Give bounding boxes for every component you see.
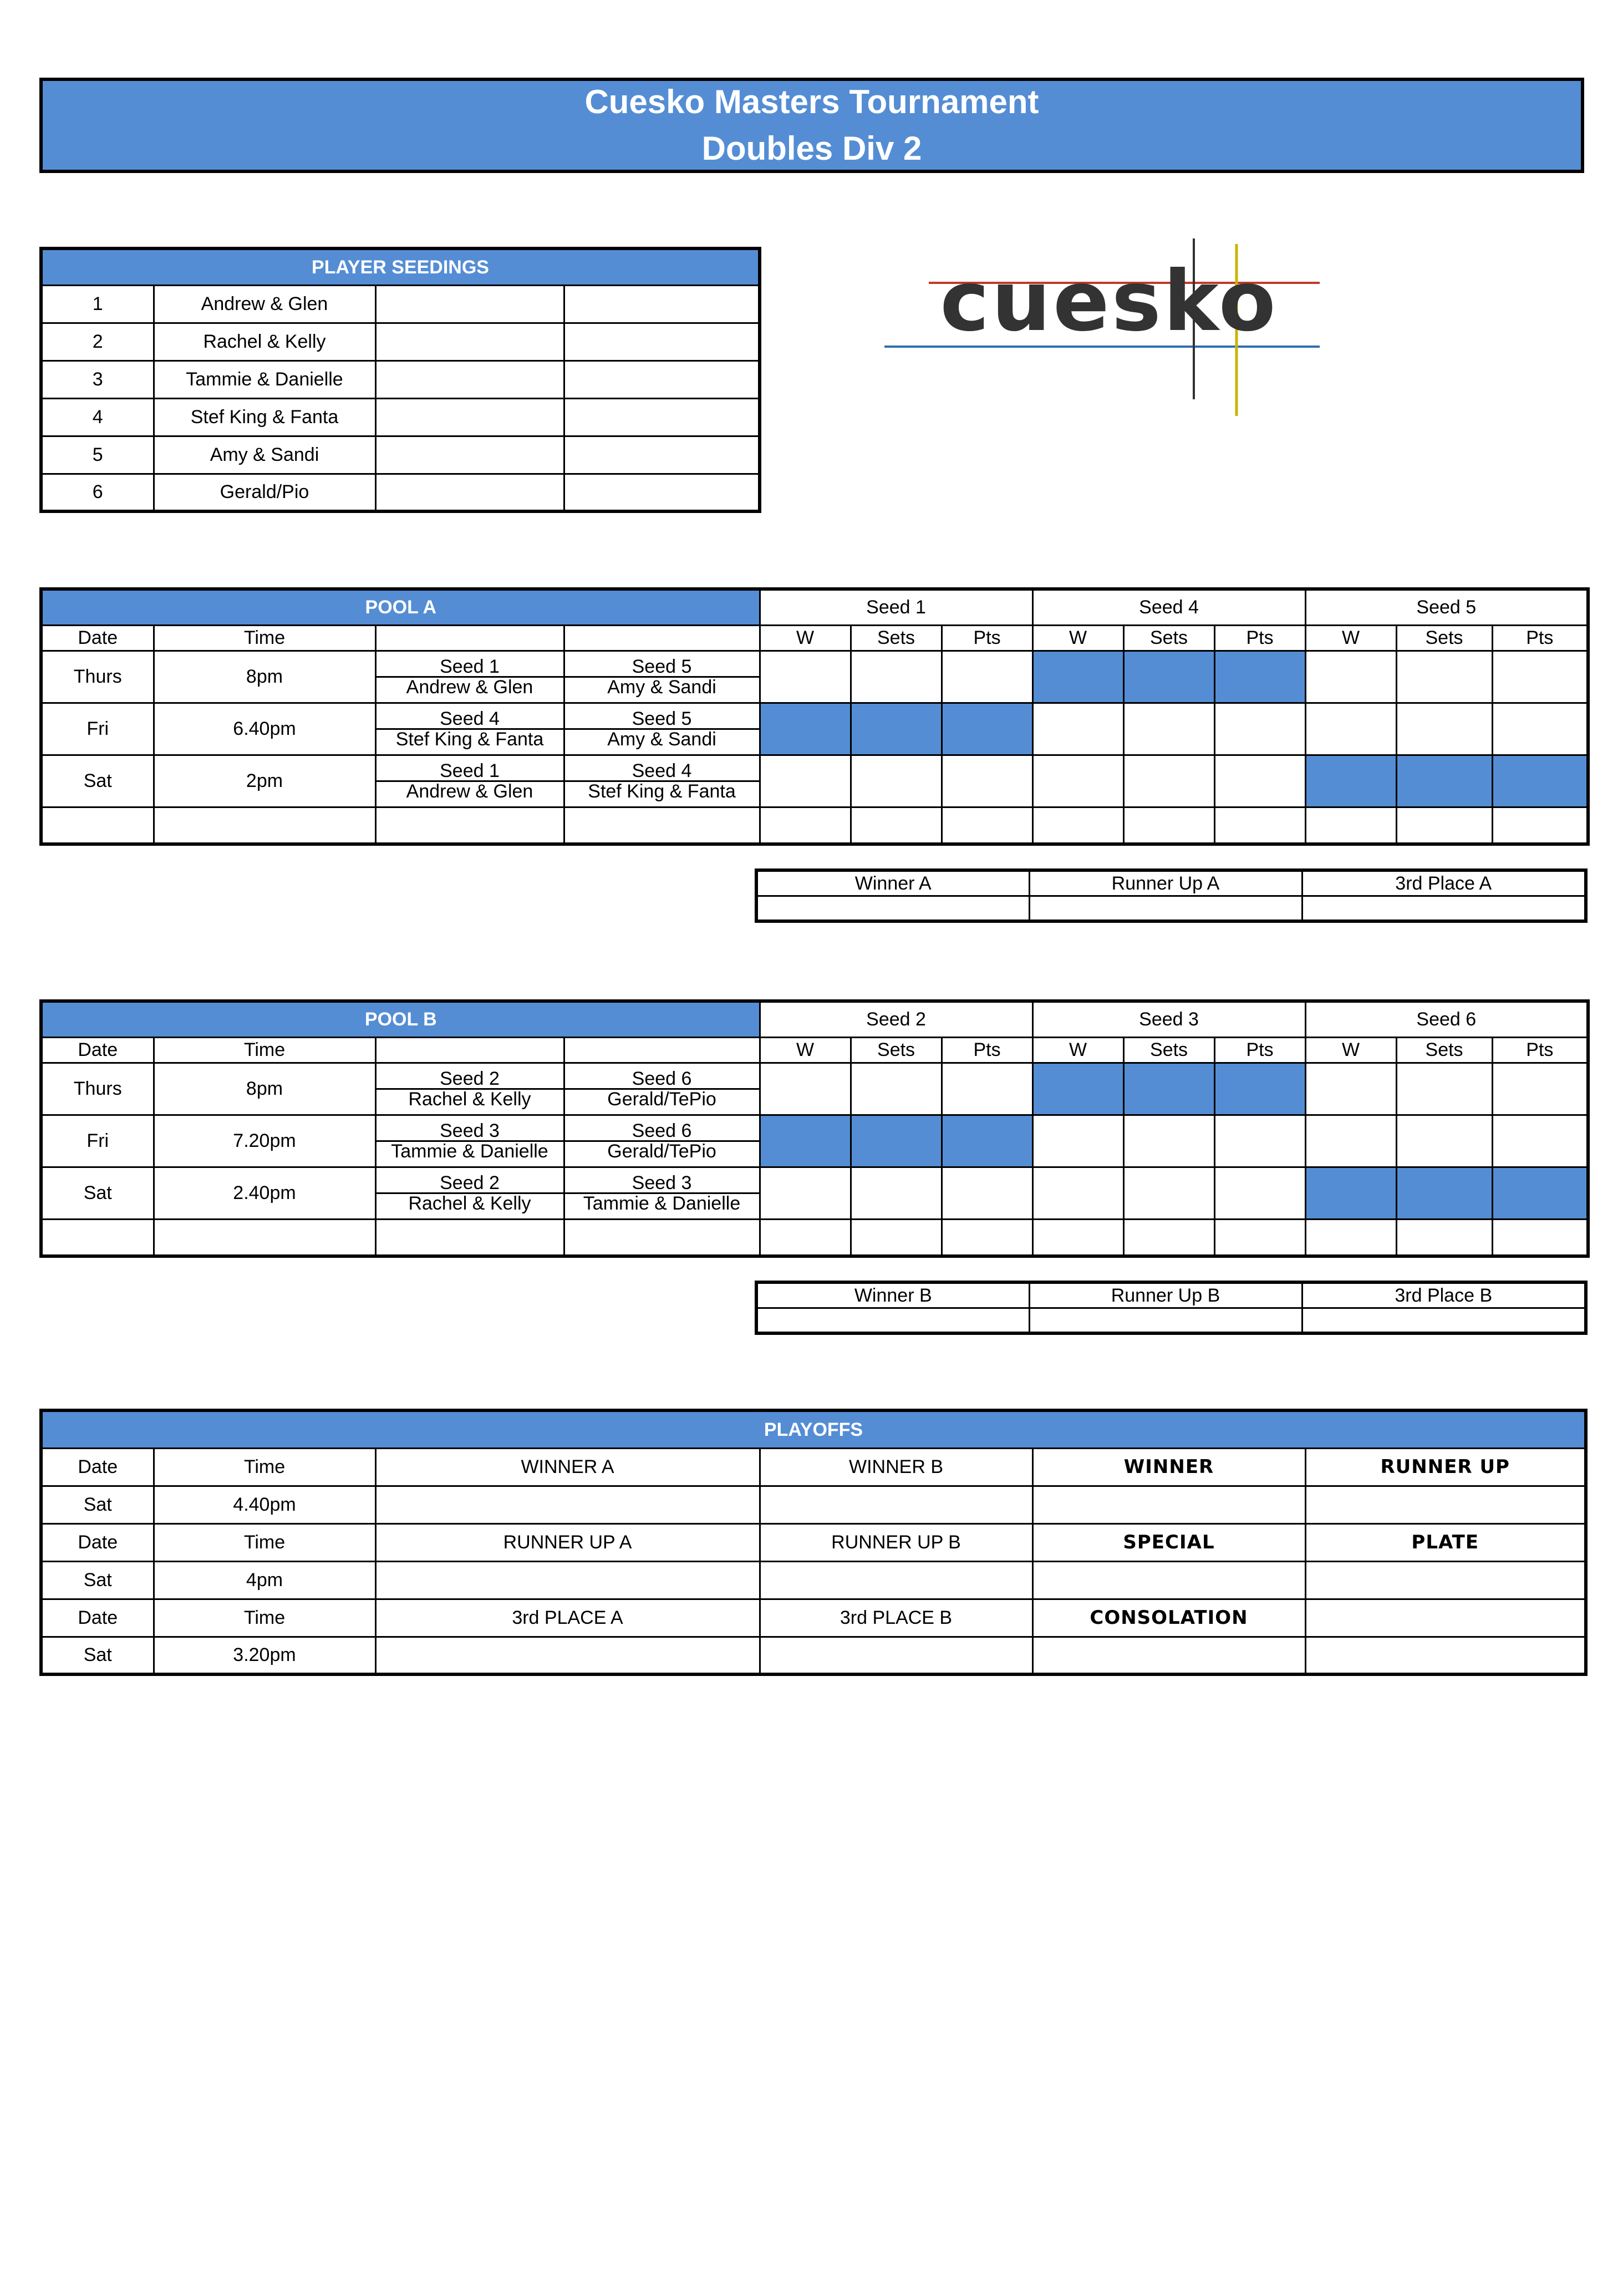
match-date: Sat: [41, 1167, 154, 1219]
placing-entry[interactable]: [1029, 896, 1302, 921]
seed-number: 6: [41, 474, 154, 511]
blocked-cell: [1305, 1167, 1396, 1219]
playoff-date: Sat: [41, 1637, 154, 1674]
pool-b-placings: [755, 1281, 1588, 1335]
playoff-time: 4.40pm: [154, 1486, 375, 1523]
sets-col: Sets: [1396, 625, 1492, 651]
result-label: CONSOLATION: [1032, 1599, 1305, 1637]
score-cell[interactable]: [851, 1063, 942, 1115]
result-label: SPECIAL: [1032, 1523, 1305, 1561]
blocked-cell: [760, 703, 851, 755]
pool-a-placings: [755, 868, 1588, 923]
score-cell[interactable]: [760, 1063, 851, 1115]
result-entry[interactable]: [1032, 1637, 1305, 1674]
playoff-entry[interactable]: [375, 1561, 760, 1599]
playoff-right-label: RUNNER UP B: [760, 1523, 1032, 1561]
playoff-label-row: [41, 1448, 1586, 1486]
score-cell[interactable]: [1214, 1115, 1305, 1167]
match-time: 6.40pm: [154, 703, 375, 755]
away-seed: Seed 5: [632, 656, 692, 677]
score-cell[interactable]: [1123, 1167, 1214, 1219]
w-col: W: [1032, 1037, 1123, 1063]
score-cell[interactable]: [1123, 703, 1214, 755]
score-cell[interactable]: [851, 651, 942, 703]
playoffs-header: PLAYOFFS: [41, 1410, 1586, 1448]
placing-label: Runner Up B: [1029, 1282, 1302, 1308]
home-seed: Seed 4: [440, 708, 500, 729]
w-col: W: [1305, 1037, 1396, 1063]
away-team: Tammie & Danielle: [565, 1192, 759, 1213]
score-cell[interactable]: [1396, 651, 1492, 703]
match-time: 8pm: [154, 651, 375, 703]
blocked-cell: [851, 1115, 942, 1167]
placing-entry[interactable]: [1029, 1308, 1302, 1333]
placing-label: Runner Up A: [1029, 870, 1302, 896]
time-col-header: Time: [154, 1448, 375, 1486]
blocked-cell: [1123, 651, 1214, 703]
home-team: Andrew & Glen: [377, 780, 563, 801]
pool-a-seed-col: Seed 1: [760, 589, 1032, 625]
blocked-cell: [1032, 651, 1123, 703]
home-seed: Seed 2: [440, 1172, 500, 1193]
empty-row: [41, 1219, 1588, 1256]
home-team: Stef King & Fanta: [377, 728, 563, 749]
seed-name: Rachel & Kelly: [154, 323, 375, 360]
score-cell[interactable]: [760, 1167, 851, 1219]
playoff-right-label: WINNER B: [760, 1448, 1032, 1486]
placing-entry[interactable]: [1302, 896, 1586, 921]
match-date: Fri: [41, 1115, 154, 1167]
seed-number: 4: [41, 398, 154, 436]
playoff-left-label: RUNNER UP A: [375, 1523, 760, 1561]
seed-number: 1: [41, 285, 154, 323]
placing-label: Winner B: [756, 1282, 1029, 1308]
time-col-header: Time: [154, 1599, 375, 1637]
seedings-table: [39, 247, 761, 513]
placing-label: 3rd Place A: [1302, 870, 1586, 896]
score-cell[interactable]: [1305, 651, 1396, 703]
home-team: Tammie & Danielle: [377, 1140, 563, 1161]
playoffs-table: [39, 1409, 1588, 1676]
sets-col: Sets: [1123, 1037, 1214, 1063]
seed-name: Tammie & Danielle: [154, 360, 375, 398]
pool-a-table: [39, 587, 1590, 846]
home-team: Andrew & Glen: [377, 676, 563, 697]
score-cell[interactable]: [1305, 1063, 1396, 1115]
home-seed: Seed 2: [440, 1068, 500, 1089]
seed-name: Gerald/Pio: [154, 474, 375, 511]
pool-b-seed-col: Seed 6: [1305, 1001, 1588, 1037]
sets-col: Sets: [1123, 625, 1214, 651]
match-date: Sat: [41, 755, 154, 807]
playoff-right-label: 3rd PLACE B: [760, 1599, 1032, 1637]
placing-label: 3rd Place B: [1302, 1282, 1586, 1308]
time-col-header: Time: [154, 625, 375, 651]
match-row: [41, 755, 1588, 807]
date-col-header: Date: [41, 1523, 154, 1561]
blocked-cell: [1305, 755, 1396, 807]
home-team: Rachel & Kelly: [377, 1192, 563, 1213]
w-col: W: [760, 1037, 851, 1063]
sets-col: Sets: [851, 1037, 942, 1063]
blocked-cell: [1123, 1063, 1214, 1115]
away-team: Gerald/TePio: [565, 1140, 759, 1161]
away-team: Stef King & Fanta: [565, 780, 759, 801]
match-row: [41, 1167, 1588, 1219]
away-team: Gerald/TePio: [565, 1088, 759, 1109]
score-cell[interactable]: [1396, 703, 1492, 755]
playoff-entry[interactable]: [760, 1561, 1032, 1599]
away-team: Amy & Sandi: [565, 728, 759, 749]
score-cell[interactable]: [851, 1167, 942, 1219]
empty-row: [41, 807, 1588, 844]
pool-a-seed-col: Seed 5: [1305, 589, 1588, 625]
playoff-entry-row: [41, 1486, 1586, 1523]
pts-col: Pts: [942, 1037, 1032, 1063]
result-entry[interactable]: [1032, 1486, 1305, 1523]
score-cell[interactable]: [1492, 703, 1588, 755]
result-entry[interactable]: [1305, 1561, 1586, 1599]
w-col: W: [760, 625, 851, 651]
w-col: W: [1305, 625, 1396, 651]
away-seed: Seed 6: [632, 1120, 692, 1141]
score-cell[interactable]: [1032, 1167, 1123, 1219]
match-time: 7.20pm: [154, 1115, 375, 1167]
date-col-header: Date: [41, 625, 154, 651]
result-entry[interactable]: [1305, 1637, 1586, 1674]
seed-name: Amy & Sandi: [154, 436, 375, 474]
tournament-title: Cuesko Masters Tournament: [584, 83, 1039, 120]
title-banner: [39, 78, 1584, 173]
score-cell[interactable]: [1214, 703, 1305, 755]
match-time: 8pm: [154, 1063, 375, 1115]
score-cell[interactable]: [942, 1167, 1032, 1219]
away-team: Amy & Sandi: [565, 676, 759, 697]
playoff-entry[interactable]: [760, 1486, 1032, 1523]
placing-entry[interactable]: [756, 1308, 1029, 1333]
playoff-date: Sat: [41, 1486, 154, 1523]
playoff-entry[interactable]: [760, 1637, 1032, 1674]
score-cell[interactable]: [1032, 703, 1123, 755]
pts-col: Pts: [1492, 1037, 1588, 1063]
date-col-header: Date: [41, 1599, 154, 1637]
score-cell[interactable]: [1492, 1115, 1588, 1167]
score-cell[interactable]: [1396, 1063, 1492, 1115]
score-cell[interactable]: [851, 755, 942, 807]
away-seed: Seed 3: [632, 1172, 692, 1193]
pool-a-header: POOL A: [41, 589, 760, 625]
match-row: [41, 1063, 1588, 1115]
blocked-cell: [760, 1115, 851, 1167]
away-seed: Seed 4: [632, 760, 692, 781]
score-cell[interactable]: [1492, 1063, 1588, 1115]
division-title: Doubles Div 2: [701, 130, 922, 167]
pts-col: Pts: [1492, 625, 1588, 651]
blocked-cell: [942, 1115, 1032, 1167]
seed-number: 3: [41, 360, 154, 398]
home-seed: Seed 1: [440, 760, 500, 781]
blocked-cell: [1214, 1063, 1305, 1115]
home-seed: Seed 3: [440, 1120, 500, 1141]
playoff-label-row: [41, 1599, 1586, 1637]
blocked-cell: [1492, 1167, 1588, 1219]
match-row: [41, 703, 1588, 755]
placing-label: Winner A: [756, 870, 1029, 896]
playoff-entry-row: [41, 1637, 1586, 1674]
w-col: W: [1032, 625, 1123, 651]
blocked-cell: [851, 703, 942, 755]
pool-b-header: POOL B: [41, 1001, 760, 1037]
pts-col: Pts: [942, 625, 1032, 651]
playoff-entry[interactable]: [375, 1637, 760, 1674]
blocked-cell: [1396, 1167, 1492, 1219]
score-cell[interactable]: [1396, 1115, 1492, 1167]
result-label: [1305, 1599, 1586, 1637]
playoff-left-label: 3rd PLACE A: [375, 1599, 760, 1637]
playoff-label-row: [41, 1523, 1586, 1561]
score-cell[interactable]: [760, 651, 851, 703]
score-cell[interactable]: [942, 651, 1032, 703]
score-cell[interactable]: [760, 755, 851, 807]
seedings-header: PLAYER SEEDINGS: [41, 248, 760, 285]
sets-col: Sets: [1396, 1037, 1492, 1063]
result-label: WINNER: [1032, 1448, 1305, 1486]
pool-a-seed-col: Seed 4: [1032, 589, 1305, 625]
playoff-time: 4pm: [154, 1561, 375, 1599]
pts-col: Pts: [1214, 1037, 1305, 1063]
blocked-cell: [1214, 651, 1305, 703]
time-col-header: Time: [154, 1037, 375, 1063]
result-entry[interactable]: [1305, 1486, 1586, 1523]
result-entry[interactable]: [1032, 1561, 1305, 1599]
score-cell[interactable]: [1123, 755, 1214, 807]
away-seed: Seed 5: [632, 708, 692, 729]
result-label: RUNNER UP: [1305, 1448, 1586, 1486]
blocked-cell: [1396, 755, 1492, 807]
match-time: 2pm: [154, 755, 375, 807]
blocked-cell: [1492, 755, 1588, 807]
playoff-left-label: WINNER A: [375, 1448, 760, 1486]
pool-b-seed-col: Seed 3: [1032, 1001, 1305, 1037]
score-cell[interactable]: [1305, 1115, 1396, 1167]
home-team: Rachel & Kelly: [377, 1088, 563, 1109]
score-cell[interactable]: [1032, 1115, 1123, 1167]
pool-b-seed-col: Seed 2: [760, 1001, 1032, 1037]
placing-entry[interactable]: [756, 896, 1029, 921]
blocked-cell: [1032, 1063, 1123, 1115]
match-date: Thurs: [41, 1063, 154, 1115]
pool-b-table: [39, 999, 1590, 1258]
home-seed: Seed 1: [440, 656, 500, 677]
date-col-header: Date: [41, 1448, 154, 1486]
match-row: [41, 1115, 1588, 1167]
seed-number: 2: [41, 323, 154, 360]
away-seed: Seed 6: [632, 1068, 692, 1089]
match-date: Thurs: [41, 651, 154, 703]
playoff-date: Sat: [41, 1561, 154, 1599]
cuesko-logo: [876, 238, 1331, 421]
playoff-entry-row: [41, 1561, 1586, 1599]
pts-col: Pts: [1214, 625, 1305, 651]
score-cell[interactable]: [1032, 755, 1123, 807]
seed-number: 5: [41, 436, 154, 474]
score-cell[interactable]: [942, 1063, 1032, 1115]
score-cell[interactable]: [1492, 651, 1588, 703]
playoff-entry[interactable]: [375, 1486, 760, 1523]
score-cell[interactable]: [1305, 703, 1396, 755]
seed-name: Andrew & Glen: [154, 285, 375, 323]
score-cell[interactable]: [942, 755, 1032, 807]
time-col-header: Time: [154, 1523, 375, 1561]
blocked-cell: [942, 703, 1032, 755]
seed-name: Stef King & Fanta: [154, 398, 375, 436]
placing-entry[interactable]: [1302, 1308, 1586, 1333]
match-row: [41, 651, 1588, 703]
score-cell[interactable]: [1214, 755, 1305, 807]
score-cell[interactable]: [1123, 1115, 1214, 1167]
date-col-header: Date: [41, 1037, 154, 1063]
match-date: Fri: [41, 703, 154, 755]
logo-wordmark: cuesko: [940, 253, 1278, 350]
sets-col: Sets: [851, 625, 942, 651]
match-time: 2.40pm: [154, 1167, 375, 1219]
playoff-time: 3.20pm: [154, 1637, 375, 1674]
result-label: PLATE: [1305, 1523, 1586, 1561]
score-cell[interactable]: [1214, 1167, 1305, 1219]
